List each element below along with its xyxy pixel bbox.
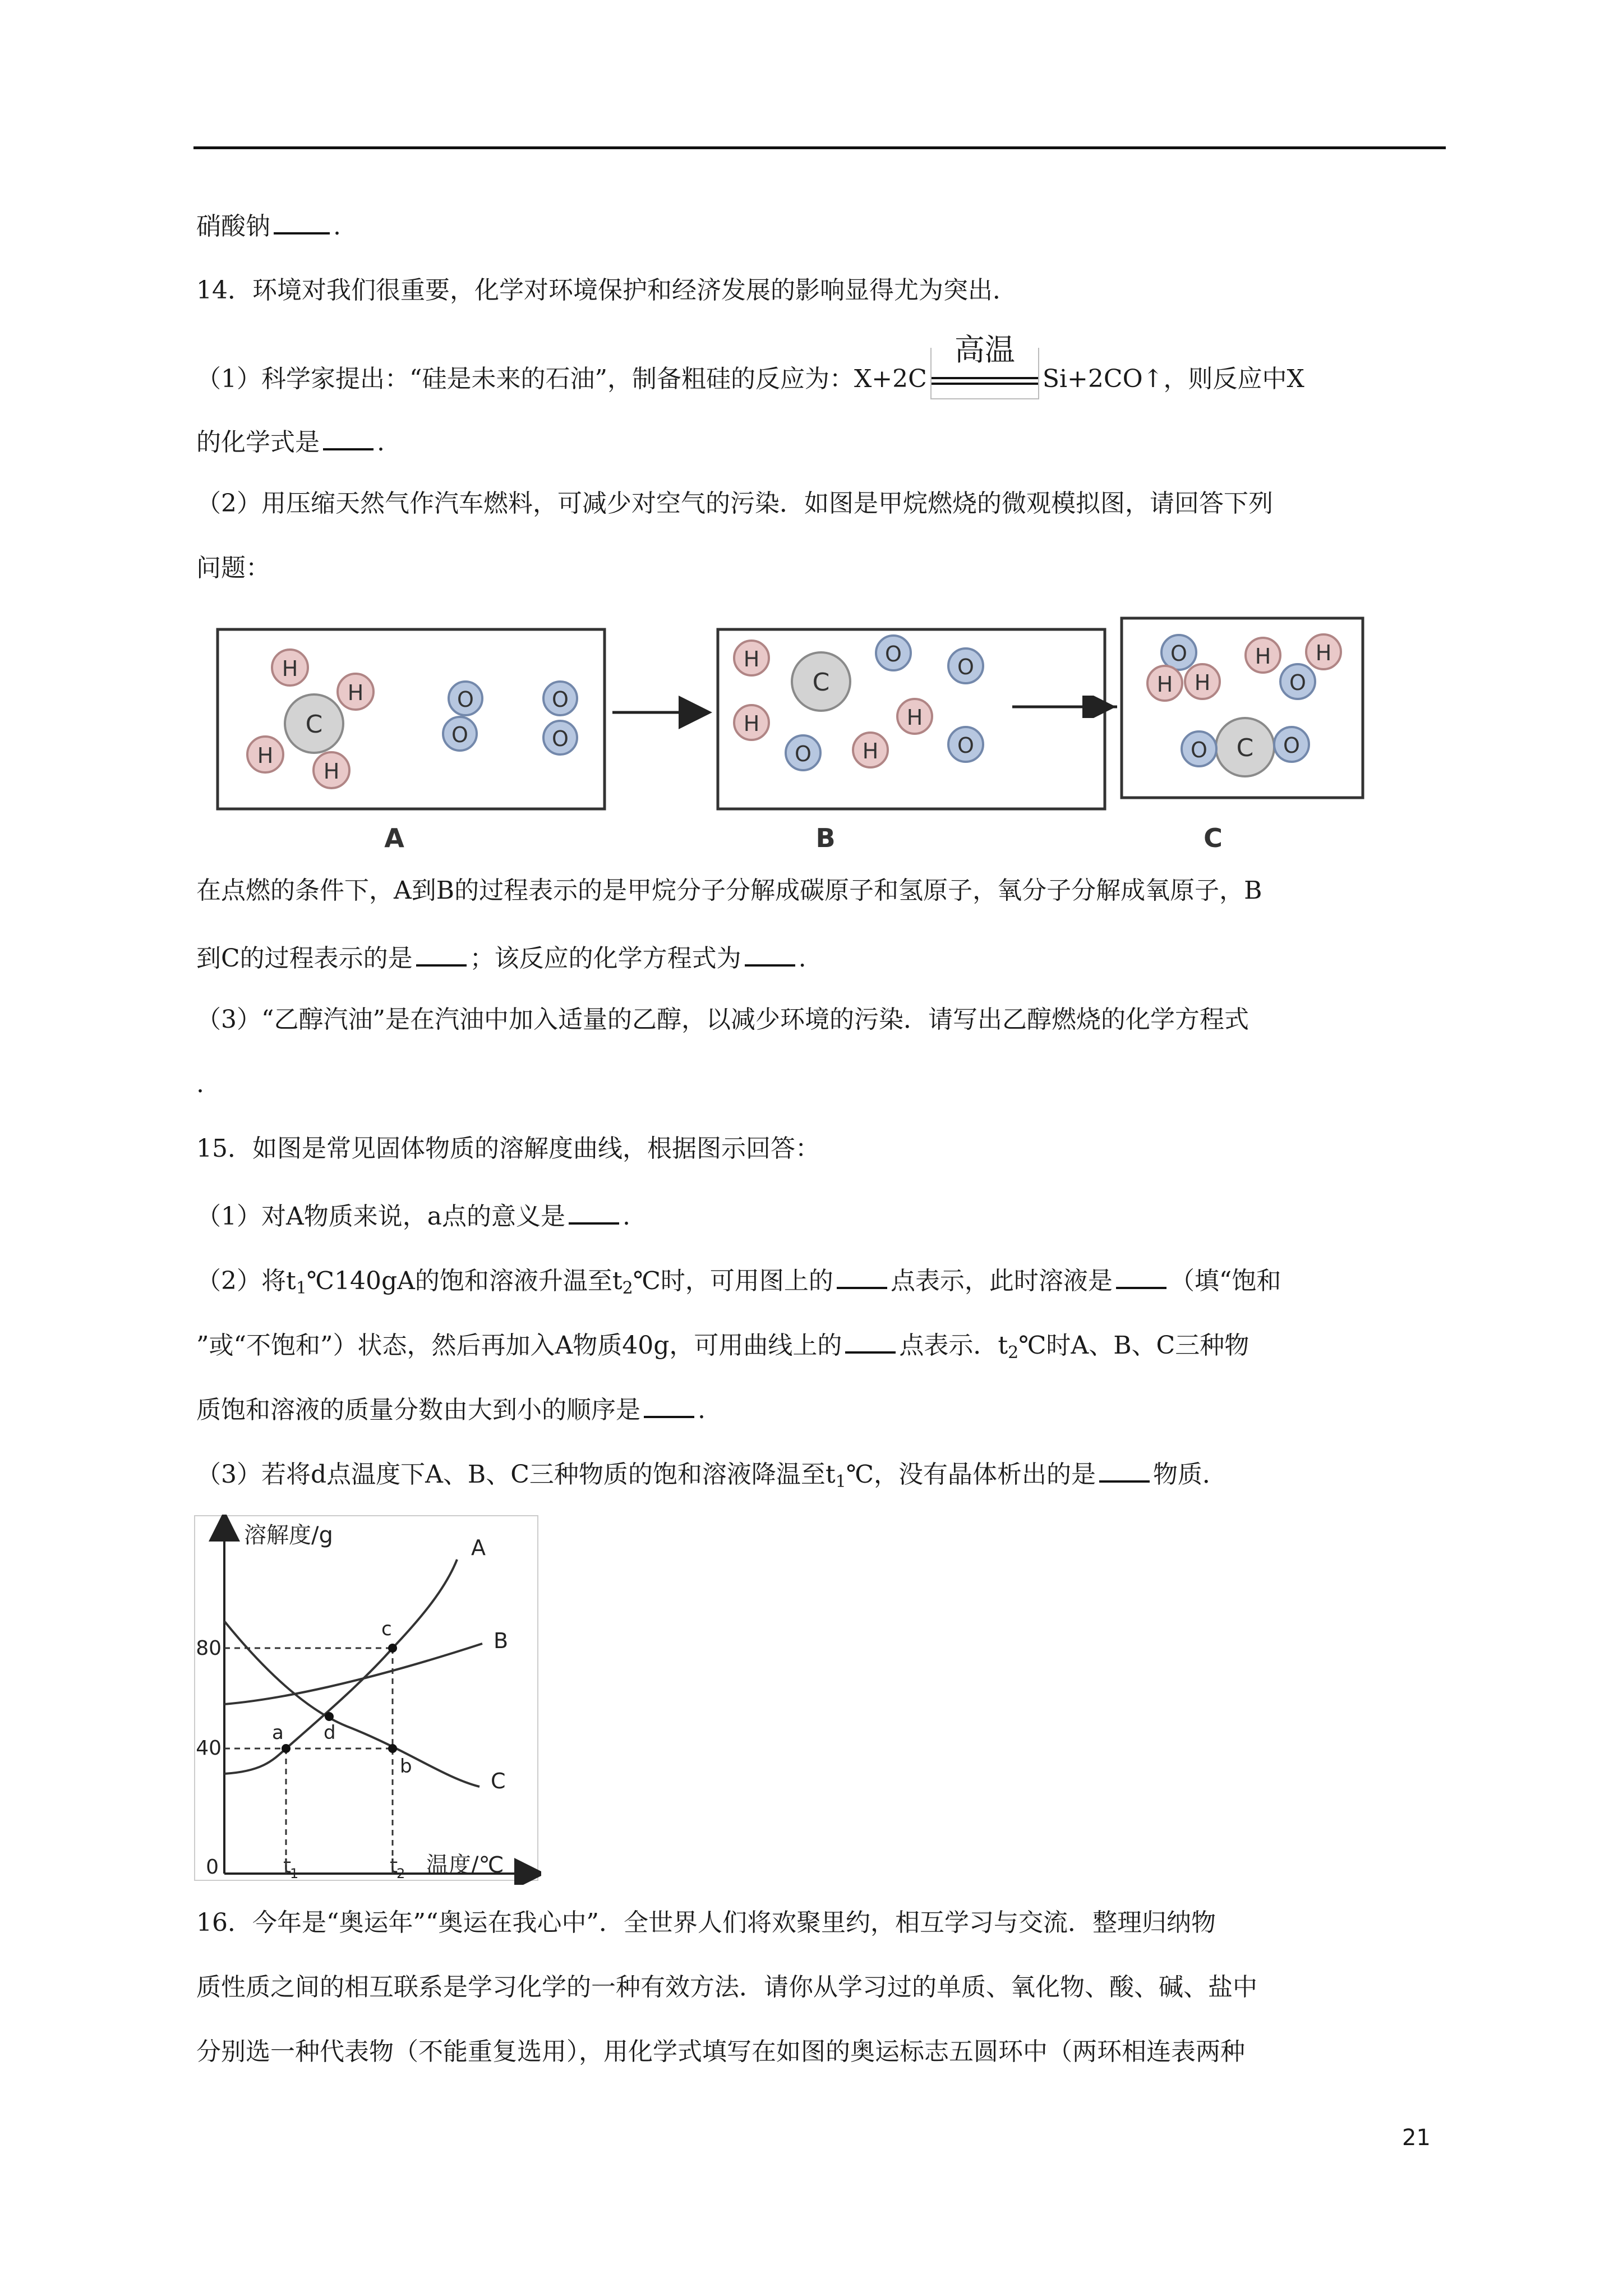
panel-label-a: A [384,823,404,853]
svg-text:C: C [1236,734,1254,762]
series-label-a: A [471,1535,486,1560]
svg-text:c: c [381,1618,392,1640]
text-fragment: 点表示．t [899,1331,1008,1360]
oxygen-molecules [443,682,577,754]
answer-blank [845,1327,896,1354]
svg-text:t: t [283,1855,292,1878]
svg-text:H: H [1255,644,1271,669]
text-fragment: ℃时，可用图上的 [633,1267,833,1295]
svg-text:H: H [743,647,760,671]
svg-text:O: O [457,687,474,712]
point-d [324,1712,336,1744]
question-14-part2-cont: 问题： [196,554,270,582]
text-fragment: ℃时A、B、C三种物 [1018,1331,1249,1360]
product-molecules [1147,634,1341,776]
svg-text:H: H [743,711,760,736]
text-fragment: ℃，没有晶体析出的是 [846,1460,1096,1489]
subscript: 1 [296,1278,307,1298]
svg-text:H: H [906,705,923,730]
text-fragment: 到C的过程表示的是 [196,944,413,973]
svg-text:O: O [885,642,902,666]
text-fragment: 硝酸钠 [196,212,270,241]
svg-text:H: H [1156,672,1173,697]
svg-text:b: b [400,1755,412,1778]
text-fragment: （填“饱和 [1169,1267,1281,1295]
question-15-part2-cont [196,1327,1249,1369]
x-tick-t1 [283,1855,298,1881]
svg-text:H: H [257,743,274,768]
question-15-part3 [196,1456,1227,1498]
svg-text:C: C [305,710,323,739]
y-tick-40: 40 [196,1737,222,1760]
svg-text:O: O [552,687,569,712]
text-fragment: . [698,1396,706,1424]
methane-combustion-figure [213,611,1380,864]
svg-text:O: O [552,726,569,751]
separated-atoms [734,636,983,770]
text-fragment: 物质． [1152,1460,1227,1489]
x-tick-t2 [390,1855,405,1881]
point-c [381,1618,397,1653]
answer-blank [274,208,330,234]
question-14-part3: （3）“乙醇汽油”是在汽油中加入适量的乙醇，以减少环境的污染．请写出乙醇燃烧的化学方程式 [196,1005,1249,1034]
text-line [196,208,341,242]
svg-text:O: O [957,655,974,679]
origin-label: 0 [206,1856,219,1879]
reaction-condition: 高温 [954,332,1015,367]
text-fragment: Si+2CO↑，则反应中X [1042,365,1304,393]
svg-text:H: H [1194,670,1211,695]
svg-text:H: H [862,739,879,763]
answer-blank [745,940,795,967]
svg-text:O: O [1191,738,1207,762]
answer-blank [837,1262,887,1289]
page-number: 21 [1402,2125,1431,2151]
svg-text:H: H [323,759,340,784]
panel-label-b: B [815,823,836,853]
question-15-part2-cont2 [196,1391,706,1426]
text-fragment: . [798,944,806,973]
question-14-part2-desc: 在点燃的条件下，A到B的过程表示的是甲烷分子分解成碳原子和氢原子，氧分子分解成氧原子，B [196,876,1262,905]
text-fragment: ℃140gA的饱和溶液升温至t [306,1267,623,1295]
svg-text:H: H [282,656,298,681]
question-14-part2-desc-cont [196,940,806,974]
text-fragment: . [623,1202,631,1231]
svg-text:O: O [957,733,974,758]
question-15-part1 [196,1198,630,1232]
text-fragment: （3）若将d点温度下A、B、C三种物质的饱和溶液降温至t [196,1460,836,1489]
answer-blank [323,424,374,450]
text-fragment: 质饱和溶液的质量分数由大到小的顺序是 [196,1396,640,1424]
svg-text:H: H [347,680,364,705]
text-fragment: （2）将t [196,1267,296,1295]
reaction-condition-sign [930,332,1039,399]
methane-molecule [247,650,374,788]
svg-text:1: 1 [290,1866,299,1881]
svg-text:O: O [1170,641,1187,666]
y-axis-label: 溶解度/g [244,1522,333,1548]
question-16-line2: 质性质之间的相互联系是学习化学的一种有效方法．请你从学习过的单质、氧化物、酸、碱、盐中 [196,1973,1257,2001]
header-rule [193,146,1446,149]
answer-blank [416,940,467,967]
text-fragment: （1）对A物质来说，a点的意义是 [196,1202,566,1231]
svg-text:a: a [272,1722,284,1744]
solubility-chart [193,1515,541,1885]
svg-text:2: 2 [396,1866,405,1881]
series-label-b: B [494,1628,509,1653]
svg-text:d: d [324,1722,336,1744]
question-14-part3-cont: . [196,1070,204,1098]
curve-c [224,1621,479,1787]
svg-text:H: H [1315,641,1332,665]
panel-label-c: C [1204,823,1223,853]
point-a [272,1722,291,1753]
answer-blank [1099,1456,1150,1483]
answer-blank [569,1198,619,1225]
question-15-title: 15．如图是常见固体物质的溶解度曲线，根据图示回答： [196,1134,820,1163]
text-fragment: . [333,212,341,241]
question-14-part1 [196,332,1304,399]
point-b [388,1744,412,1778]
svg-text:O: O [795,742,811,766]
svg-text:C: C [812,668,830,697]
subscript: 2 [622,1278,633,1298]
text-fragment: ；该反应的化学方程式为 [469,944,741,973]
subscript: 1 [835,1472,846,1492]
y-tick-80: 80 [196,1637,222,1660]
question-14-title: 14．环境对我们很重要，化学对环境保护和经济发展的影响显得尤为突出． [196,276,1017,305]
subscript: 2 [1008,1343,1019,1363]
svg-text:O: O [1283,733,1300,758]
curve-b [224,1644,482,1704]
question-14-part2: （2）用压缩天然气作汽车燃料，可减少对空气的污染．如图是甲烷燃烧的微观模拟图，请回答下列 [196,489,1273,518]
svg-text:t: t [390,1855,398,1878]
text-fragment: （1）科学家提出：“硅是未来的石油”，制备粗硅的反应为：X+2C [196,365,927,393]
x-axis-label: 温度/℃ [426,1852,504,1878]
curve-a [224,1559,457,1774]
svg-text:O: O [451,723,468,747]
answer-blank [1116,1262,1166,1289]
text-fragment: 点表示，此时溶液是 [890,1267,1113,1295]
text-fragment: ”或“不饱和”）状态，然后再加入A物质40g，可用曲线上的 [196,1331,842,1360]
question-16-line3: 分别选一种代表物（不能重复选用），用化学式填写在如图的奥运标志五圆环中（两环相连表两种 [196,2037,1245,2066]
arrow-b-to-c-svg [1009,696,1122,718]
question-15-part2 [196,1262,1281,1304]
text-fragment: . [377,428,385,457]
series-label-c: C [491,1769,506,1793]
question-16-line1: 16．今年是“奥运年”“奥运在我心中”．全世界人们将欢聚里约，相互学习与交流．整理归纳物 [196,1908,1216,1937]
svg-text:O: O [1289,670,1306,695]
text-fragment: 的化学式是 [196,428,320,457]
answer-blank [644,1391,694,1418]
question-14-part1-cont [196,424,385,458]
